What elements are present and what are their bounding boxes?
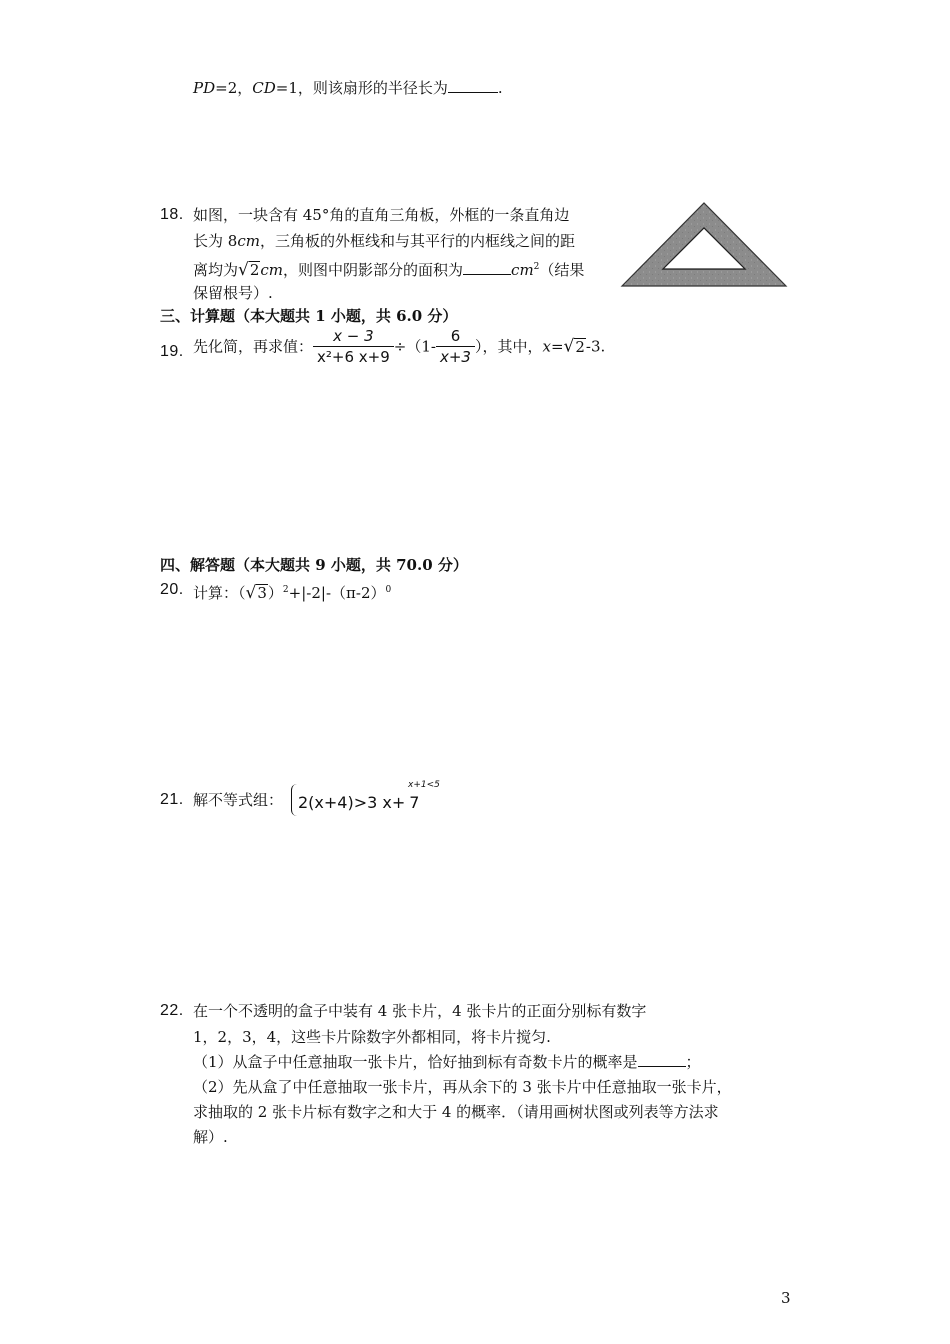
q19-tail-b: -3.	[585, 337, 606, 356]
q21-number: 21.	[160, 791, 184, 808]
q18-line-1: 如图，一块含有 45°角的直角三角板，外框的一条直角边	[193, 206, 570, 224]
sqrt-radicand: 2	[575, 338, 585, 356]
equals-sign: =	[550, 337, 564, 356]
q22-part-1	[193, 1052, 701, 1072]
q18-line-3-a: 离均为	[193, 261, 239, 279]
q21-lead: 解不等式组：	[193, 791, 284, 809]
q20-mid: +|-2|-（π-2）	[288, 584, 386, 602]
fraction-1-numerator: x − 3	[313, 326, 394, 347]
exponent-2: 2	[282, 585, 289, 595]
q22-number: 22.	[160, 1002, 184, 1019]
inequality-2-body: 2(x+4)>3 x+	[298, 793, 406, 812]
q18-line-2-a: 长为 8	[193, 232, 238, 250]
sqrt-symbol: √	[245, 583, 257, 603]
q19-expression	[193, 326, 605, 367]
q22-part-2-line-2: 求抽取的 2 张卡片标有数字之和大于 4 的概率．（请用画树状图或列表等方法求	[193, 1103, 719, 1121]
answer-blank[interactable]	[638, 1052, 686, 1067]
q18-line-3-c: （结果	[539, 261, 585, 279]
q22-part-1-end: ；	[685, 1053, 701, 1071]
cd-label: CD	[252, 79, 276, 97]
cd-value: =1，则该扇形的半径长为	[275, 79, 448, 97]
section-3-title: 三、计算题（本大题共 1 小题，共 6.0 分）	[160, 307, 458, 325]
inequality-2-tail: 7	[409, 793, 420, 812]
unit-cm: cm	[237, 232, 260, 250]
q18-line-2-b: ，三角板的外框线和与其平行的内框线之间的距	[259, 232, 575, 250]
inequality-2	[298, 793, 419, 813]
triangle-ruler-figure	[618, 198, 790, 292]
q22-part-2-line-3: 解）.	[193, 1128, 228, 1146]
variable-x: x	[542, 337, 551, 356]
fraction-2-denominator: x+3	[439, 348, 471, 366]
q18-line-4: 保留根号）.	[193, 284, 273, 302]
q17-answer-line	[193, 78, 503, 98]
q18-line-3	[193, 257, 584, 280]
q18-number: 18.	[160, 206, 184, 223]
fraction-2	[436, 326, 475, 367]
pd-value: =2，	[215, 79, 253, 97]
q17-end: .	[497, 79, 503, 97]
pd-label: PD	[193, 79, 216, 97]
q19-tail-a: ），其中，	[474, 337, 543, 356]
system-brace	[291, 784, 298, 816]
q22-line-2: 1，2，3，4，这些卡片除数字外都相同，将卡片搅匀.	[193, 1028, 551, 1046]
page-number: 3	[781, 1289, 791, 1307]
q20-number: 20.	[160, 581, 184, 598]
sqrt-symbol: √	[563, 336, 575, 357]
sqrt-radicand: 3	[257, 584, 267, 602]
q20-lead: 计算：（	[193, 584, 246, 602]
sqrt-symbol: √	[238, 260, 249, 280]
q19-divide: ÷（1-	[393, 337, 436, 356]
fraction-1-denominator: x²+6 x+9	[317, 348, 390, 366]
inequality-1: x+1<5	[408, 780, 440, 790]
section-4-title: 四、解答题（本大题共 9 小题，共 70.0 分）	[160, 556, 468, 574]
unit-exponent: 2	[533, 262, 540, 272]
q19-lead: 先化简，再求值：	[193, 337, 314, 356]
fraction-2-numerator: 6	[436, 326, 475, 347]
answer-blank[interactable]	[448, 78, 498, 93]
q20-close: ）	[267, 584, 283, 602]
answer-blank[interactable]	[463, 260, 511, 275]
sqrt-radicand: 2	[249, 261, 260, 279]
q20-expression	[193, 580, 391, 603]
unit-cm: cm	[260, 261, 284, 279]
q22-part-2-line-1: （2）先从盒了中任意抽取一张卡片，再从余下的 3 张卡片中任意抽取一张卡片，	[193, 1078, 732, 1096]
unit-cm2: cm	[511, 261, 534, 279]
q18-line-3-b: ，则图中阴影部分的面积为	[283, 261, 464, 279]
exponent-0: 0	[385, 585, 392, 595]
q19-number: 19.	[160, 343, 184, 360]
q18-line-2	[193, 231, 575, 251]
q22-line-1: 在一个不透明的盒子中装有 4 张卡片，4 张卡片的正面分别标有数字	[193, 1002, 647, 1020]
q22-part-1-text: （1）从盒子中任意抽取一张卡片，恰好抽到标有奇数卡片的概率是	[193, 1053, 638, 1071]
fraction-1	[313, 326, 394, 367]
